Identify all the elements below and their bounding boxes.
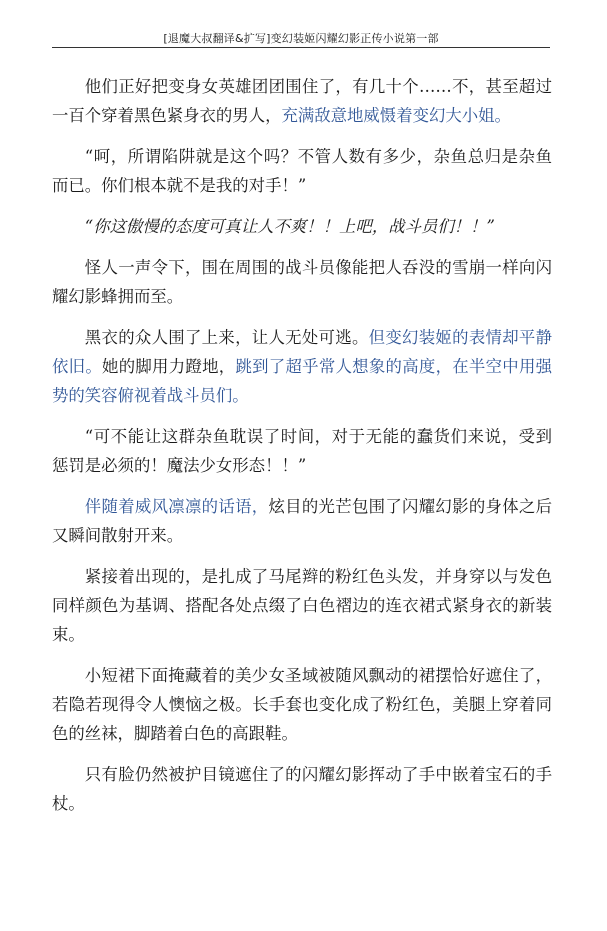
body-text: 炫目的光芒包围了闪耀幻影的身体之后又瞬间散射开来。 [52,497,553,545]
body-text: “呵，所谓陷阱就是这个吗？不管人数有多少，杂鱼总归是杂鱼而已。你们根本就不是我的对手！” [52,147,552,195]
body-text: 小短裙下面掩藏着的美少女圣域被随风飘动的裙摆恰好遮住了，若隐若现得令人懊恼之极。长手套也变化成了粉红色，美腿上穿着同色的丝袜，脚踏着白色的高跟鞋。 [52,666,552,743]
paragraph [52,760,552,818]
page-header: [退魔大叔翻译&扩写]变幻装姬闪耀幻影正传小说第一部 [163,32,439,45]
paragraph [52,422,552,480]
highlighted-text: 但变幻装姬的表情却平静依旧。 [52,328,552,376]
paragraph [52,323,552,410]
highlighted-text: 充满敌意地威慑着变幻大小姐。 [281,106,511,125]
body-text: 他们正好把变身女英雄团团围住了，有几十个……不，甚至超过一百个穿着黑色紧身衣的男人， [52,77,552,125]
paragraph [52,212,552,241]
body-text: 紧接着出现的，是扎成了马尾辫的粉红色头发，并身穿以与发色同样颜色为基调、搭配各处点缀了白色褶边的连衣裙式紧身衣的新装束。 [52,567,552,644]
body-text: 只有脸仍然被护目镜遮住了的闪耀幻影挥动了手中嵌着宝石的手杖。 [52,765,552,813]
paragraph [52,492,552,550]
paragraph [52,562,552,649]
header-rule [52,47,550,48]
body-text: 黑衣的众人围了上来，让人无处可逃。 [84,328,369,347]
paragraph [52,253,552,311]
highlighted-text: 跳到了超乎常人想象的高度，在半空中用强势的笑容俯视着战斗员们。 [52,357,553,405]
paragraph [52,142,552,200]
paragraph [52,661,552,748]
body-text: “可不能让这群杂鱼耽误了时间，对于无能的蠢货们来说，受到惩罚是必须的！魔法少女形态！！” [52,427,552,475]
highlighted-text: 伴随着威风凛凛的话语， [84,497,269,516]
story-body [52,72,552,830]
paragraph [52,72,552,130]
body-text: “你这傲慢的态度可真让人不爽！！上吧，战斗员们！！” [84,217,495,236]
body-text: 她的脚用力蹬地， [102,357,236,376]
body-text: 怪人一声令下，围在周围的战斗员像能把人吞没的雪崩一样向闪耀幻影蜂拥而至。 [52,258,552,306]
